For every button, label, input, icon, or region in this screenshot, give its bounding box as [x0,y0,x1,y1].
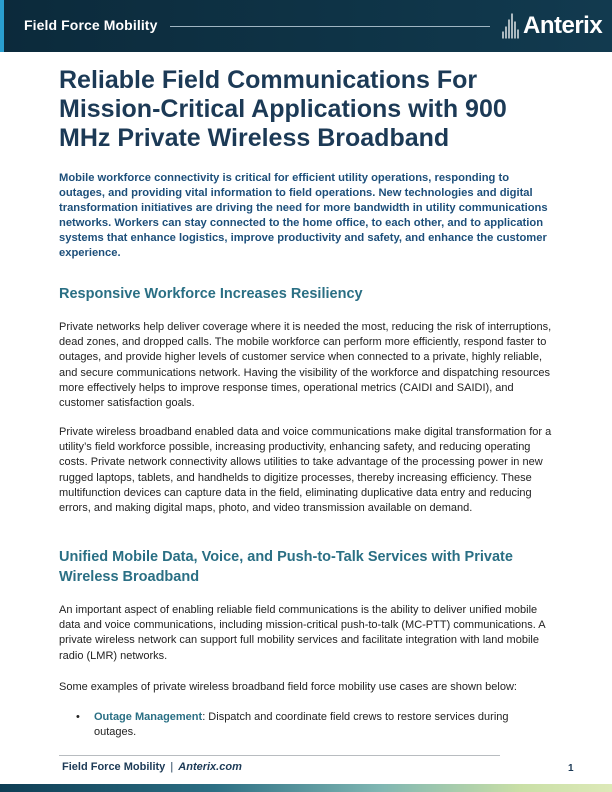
intro-paragraph: Mobile workforce connectivity is critical for efficient utility operations, responding to outages, and providing vital information to field operations. New technologies and digital transformation initiatives are driving the need for more bandwidth in utility communications networks. Workers can stay connected to the home office, to each other, and to application systems that enhance logistics, improve productivity and safety, and enhance the customer experience. [59,172,548,259]
page-number: 1 [568,763,574,774]
bottom-gradient-bar [0,784,612,792]
footer-separator: | [170,761,174,773]
paragraph: An important aspect of enabling reliable field communications is the ability to deliver unified mobile data and voice communications, including mission-critical push-to-talk (MC-PTT) communications. A private wireless network can support full mobility services and facilitate integration with land mobile radio (LMR) networks. [59,604,546,662]
header-divider [170,26,490,27]
bullet-icon: • [76,711,80,723]
header-label: Field Force Mobility [24,17,158,33]
section-heading-resiliency: Responsive Workforce Increases Resiliency [59,286,363,302]
page-footer [62,761,242,773]
footer-site-link[interactable]: Anterix.com [178,761,242,773]
paragraph: Private networks help deliver coverage where it is needed the most, reducing the risk of interruptions, dead zones, and dropped calls. The mobile workforce can perform more efficiently, respond faster to outages, and provide higher levels of customer service when connected to a private, highly reliable, and secure communications network. Having the visibility of the workforce and dispatching resources more effectively helps to improve response times, operational metrics (CAIDI and SAIDI), and customer satisfaction goals. [59,321,552,410]
brand-logo [501,11,602,41]
anterix-wave-icon [501,12,519,40]
header-accent-bar [0,0,4,52]
brand-name: Anterix [523,12,603,39]
paragraph: Private wireless broadband enabled data and voice communications make digital transformation for a utility’s field workforce possible, increasing productivity, enhancing safety, and reducing operating costs. Private network connectivity allows utilities to take advantage of the processing power in new rugged laptops, tablets, and handhelds to digitize processes, thereby increasing efficiency. These multifunction devices can capture data in the field, eliminating duplicative data entry and reducing errors, and making digital maps, photo, and video transmission available on demand. [59,426,552,515]
page-title: Reliable Field Communications For Mission-Critical Applications with 900 MHz Private Wireless Broadband [59,66,507,152]
list-item [76,710,538,740]
list-item-body [94,710,538,740]
footer-label: Field Force Mobility [62,761,166,773]
section-heading-unified-services: Unified Mobile Data, Voice, and Push-to-Talk Services with Private Wireless Broadband [59,549,513,585]
footer-divider [59,755,500,756]
page-header [0,0,612,52]
list-item-term: Outage Management [94,711,203,723]
list-item-text: : Dispatch and coordinate field crews to restore services during outages. [94,711,509,739]
paragraph: Some examples of private wireless broadband field force mobility use cases are shown below: [59,681,517,693]
